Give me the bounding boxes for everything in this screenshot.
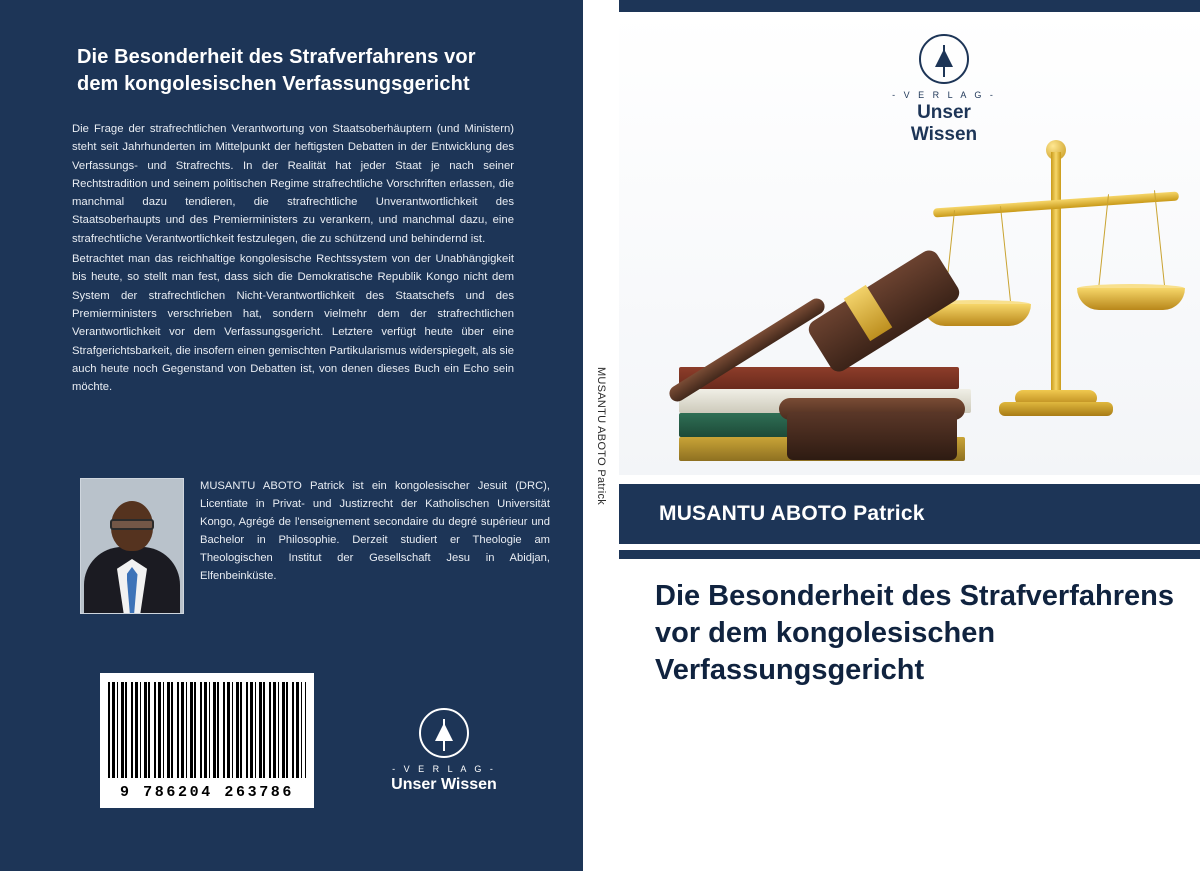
front-band-separator bbox=[619, 550, 1200, 559]
author-biography: MUSANTU ABOTO Patrick ist ein kongolesischer Jesuit (DRC), Licentiate in Privat- und Justizrecht der Katholischen Universität Kongo, Agrégé de l'enseignement secondaire du degré supérieur und Bachelor in Philosophie. Derzeit studiert er Theologie am Theologischen Institut der Gesellschaft Jesu in Abidjan, Elfenbeinküste. bbox=[200, 480, 550, 582]
scales-base-lower bbox=[999, 402, 1113, 416]
back-cover-abstract bbox=[72, 120, 514, 396]
scales-pan-right bbox=[1077, 288, 1185, 310]
isbn-barcode bbox=[100, 673, 314, 808]
front-cover-author: MUSANTU ABOTO Patrick bbox=[659, 502, 925, 525]
author-photo bbox=[80, 478, 184, 614]
scales-chain-right-b bbox=[1154, 190, 1165, 286]
back-cover bbox=[0, 0, 583, 871]
publisher-logo-front bbox=[884, 34, 1004, 146]
back-cover-content bbox=[22, 16, 562, 856]
scales-chain-right-a bbox=[1098, 194, 1109, 290]
front-cover-title: Die Besonderheit des Strafverfahrens vor dem kongolesischen Verfassungsgericht bbox=[655, 580, 1174, 687]
publisher-name: Unser Wissen bbox=[391, 776, 497, 793]
sound-block bbox=[787, 412, 957, 460]
isbn-number: 9 786204 263786 bbox=[119, 784, 295, 801]
front-bottom-band bbox=[619, 853, 1200, 871]
publisher-label: - V E R L A G - bbox=[392, 764, 496, 774]
scales-chain-left-b bbox=[1000, 206, 1011, 302]
abstract-paragraph-2: Betrachtet man das reichhaltige kongolesische Rechtssystem von der Unabhängigkeit bis heute, so stellt man fest, dass sich die Demokratische Republik Kongo nicht dem System der strafrechtlichen Nicht-Verantwortlichkeit des Staatschefs und des Premierministers verschrieben hat, sondern vielmehr dem der strafrechtlichen Verantwortlichkeit vor dem Verfassungsgericht. Letztere verfügt heute über eine Strafgerichtsbarkeit, die insofern einen gemischten Partikularismus widerspiegelt, als sie auch heute noch Gegenstand von Debatten ist, von denen dieses Buch ein Echo sein möchte. bbox=[72, 253, 514, 394]
cover-illustration bbox=[619, 12, 1200, 475]
barcode-bars bbox=[108, 682, 306, 778]
anchor-logo-icon bbox=[419, 708, 469, 758]
back-cover-title: Die Besonderheit des Strafverfahrens vor dem kongolesischen Verfassungsgericht bbox=[77, 46, 476, 95]
scales-post bbox=[1051, 152, 1061, 397]
publisher-logo-back bbox=[374, 708, 514, 794]
anchor-logo-icon bbox=[919, 34, 969, 84]
book-spine bbox=[583, 0, 619, 871]
glasses-icon bbox=[110, 519, 154, 530]
front-top-band bbox=[619, 0, 1200, 12]
publisher-name: Unser Wissen bbox=[910, 102, 978, 145]
author-block bbox=[80, 478, 550, 614]
front-author-band bbox=[619, 484, 1200, 544]
spine-author-text: MUSANTU ABOTO Patrick bbox=[595, 366, 607, 505]
front-cover bbox=[619, 0, 1200, 871]
abstract-paragraph-1: Die Frage der strafrechtlichen Verantwortung von Staatsoberhäuptern (und Ministern) steht seit Jahrhunderten im Mittelpunkt der heftigsten Debatten in der Entwicklung des Verfassungs- und Strafrechts. In der Realität hat jeder Staat je nach seiner Rechtstradition und seinem politischen Regime strafrechtliche Vorschriften erlassen, die manchmal dazu tendieren, die strafrechtliche Unverantwortlichkeit des Staatsoberhaupts und des Premierministers zu verankern, und manchmal dazu, eine strafrechtliche Verantwortlichkeit festzulegen, die zu schützend und behindernd ist. bbox=[72, 123, 514, 245]
publisher-label: - V E R L A G - bbox=[892, 90, 996, 100]
